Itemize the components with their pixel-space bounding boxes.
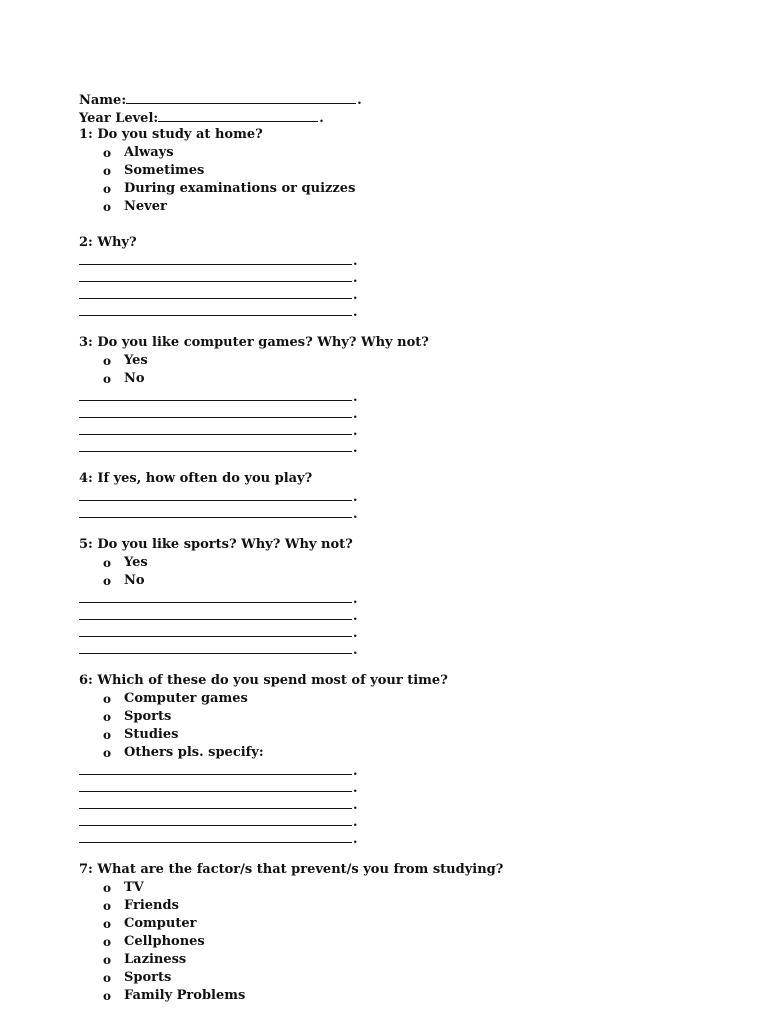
bullet-icon: o (103, 989, 112, 1003)
answer-line[interactable]: . (79, 405, 679, 422)
answer-line[interactable]: . (79, 303, 679, 320)
answer-line[interactable]: . (79, 624, 679, 641)
bullet-icon: o (103, 881, 112, 895)
bullet-icon: o (103, 746, 112, 760)
question-3: 3: Do you like computer games? Why? Why not? (79, 335, 429, 350)
option-label: Friends (124, 898, 179, 913)
question-4: 4: If yes, how often do you play? (79, 471, 313, 486)
answer-line[interactable]: . (79, 590, 679, 607)
q1-option[interactable] (79, 198, 679, 216)
bullet-icon: o (103, 710, 112, 724)
q6-option[interactable] (79, 708, 679, 726)
answer-line[interactable]: . (79, 488, 679, 505)
q1-option[interactable] (79, 144, 679, 162)
bullet-icon: o (103, 182, 112, 196)
name-field[interactable] (79, 90, 679, 108)
answer-line[interactable]: . (79, 762, 679, 779)
bullet-icon: o (103, 899, 112, 913)
answer-line[interactable]: . (79, 422, 679, 439)
option-label: No (124, 573, 145, 588)
option-label: Laziness (124, 952, 187, 967)
option-label: TV (124, 880, 144, 895)
q6-option[interactable] (79, 744, 679, 762)
answer-line[interactable]: . (79, 607, 679, 624)
option-label: During examinations or quizzes (124, 181, 356, 196)
option-label: Always (124, 145, 174, 160)
q7-option[interactable] (79, 987, 679, 1005)
q7-option[interactable] (79, 915, 679, 933)
bullet-icon: o (103, 917, 112, 931)
questionnaire (79, 90, 679, 1005)
question-7: 7: What are the factor/s that prevent/s you from studying? (79, 862, 504, 877)
option-label: Cellphones (124, 934, 205, 949)
bullet-icon: o (103, 200, 112, 214)
q3-option[interactable] (79, 370, 679, 388)
q7-option[interactable] (79, 969, 679, 987)
answer-line[interactable]: . (79, 813, 679, 830)
option-label: Family Problems (124, 988, 246, 1003)
answer-line[interactable]: . (79, 505, 679, 522)
answer-line[interactable]: . (79, 796, 679, 813)
q7-option[interactable] (79, 933, 679, 951)
q7-option[interactable] (79, 951, 679, 969)
answer-line[interactable]: . (79, 830, 679, 847)
q1-option[interactable] (79, 162, 679, 180)
option-label: Computer games (124, 691, 248, 706)
answer-line[interactable]: . (79, 439, 679, 456)
year-level-blank-line[interactable] (158, 108, 318, 122)
q3-option[interactable] (79, 352, 679, 370)
bullet-icon: o (103, 574, 112, 588)
answer-line[interactable]: . (79, 388, 679, 405)
option-label: Sports (124, 709, 172, 724)
question-2: 2: Why? (79, 235, 137, 250)
q6-option[interactable] (79, 690, 679, 708)
q6-option[interactable] (79, 726, 679, 744)
bullet-icon: o (103, 354, 112, 368)
answer-line[interactable]: . (79, 779, 679, 796)
bullet-icon: o (103, 146, 112, 160)
option-label: Studies (124, 727, 179, 742)
year-level-label: Year Level: (79, 111, 159, 126)
name-period: . (357, 93, 362, 108)
bullet-icon: o (103, 692, 112, 706)
answer-line[interactable]: . (79, 252, 679, 269)
bullet-icon: o (103, 953, 112, 967)
q5-option[interactable] (79, 572, 679, 590)
option-label: Yes (124, 353, 148, 368)
option-label: No (124, 371, 145, 386)
q7-option[interactable] (79, 897, 679, 915)
q7-option[interactable] (79, 879, 679, 897)
bullet-icon: o (103, 556, 112, 570)
name-label: Name: (79, 93, 127, 108)
year-level-field[interactable] (79, 108, 679, 126)
option-label: Sometimes (124, 163, 205, 178)
question-5: 5: Do you like sports? Why? Why not? (79, 537, 353, 552)
bullet-icon: o (103, 728, 112, 742)
question-6: 6: Which of these do you spend most of your time? (79, 673, 448, 688)
option-label: Sports (124, 970, 172, 985)
bullet-icon: o (103, 935, 112, 949)
answer-line[interactable]: . (79, 269, 679, 286)
bullet-icon: o (103, 971, 112, 985)
bullet-icon: o (103, 372, 112, 386)
option-label: Others pls. specify: (124, 745, 264, 760)
name-blank-line[interactable] (126, 90, 356, 104)
option-label: Computer (124, 916, 197, 931)
year-level-period: . (319, 111, 324, 126)
option-label: Never (124, 199, 167, 214)
question-1: 1: Do you study at home? (79, 127, 263, 142)
answer-line[interactable]: . (79, 286, 679, 303)
option-label: Yes (124, 555, 148, 570)
answer-line[interactable]: . (79, 641, 679, 658)
q1-option[interactable] (79, 180, 679, 198)
q5-option[interactable] (79, 554, 679, 572)
bullet-icon: o (103, 164, 112, 178)
